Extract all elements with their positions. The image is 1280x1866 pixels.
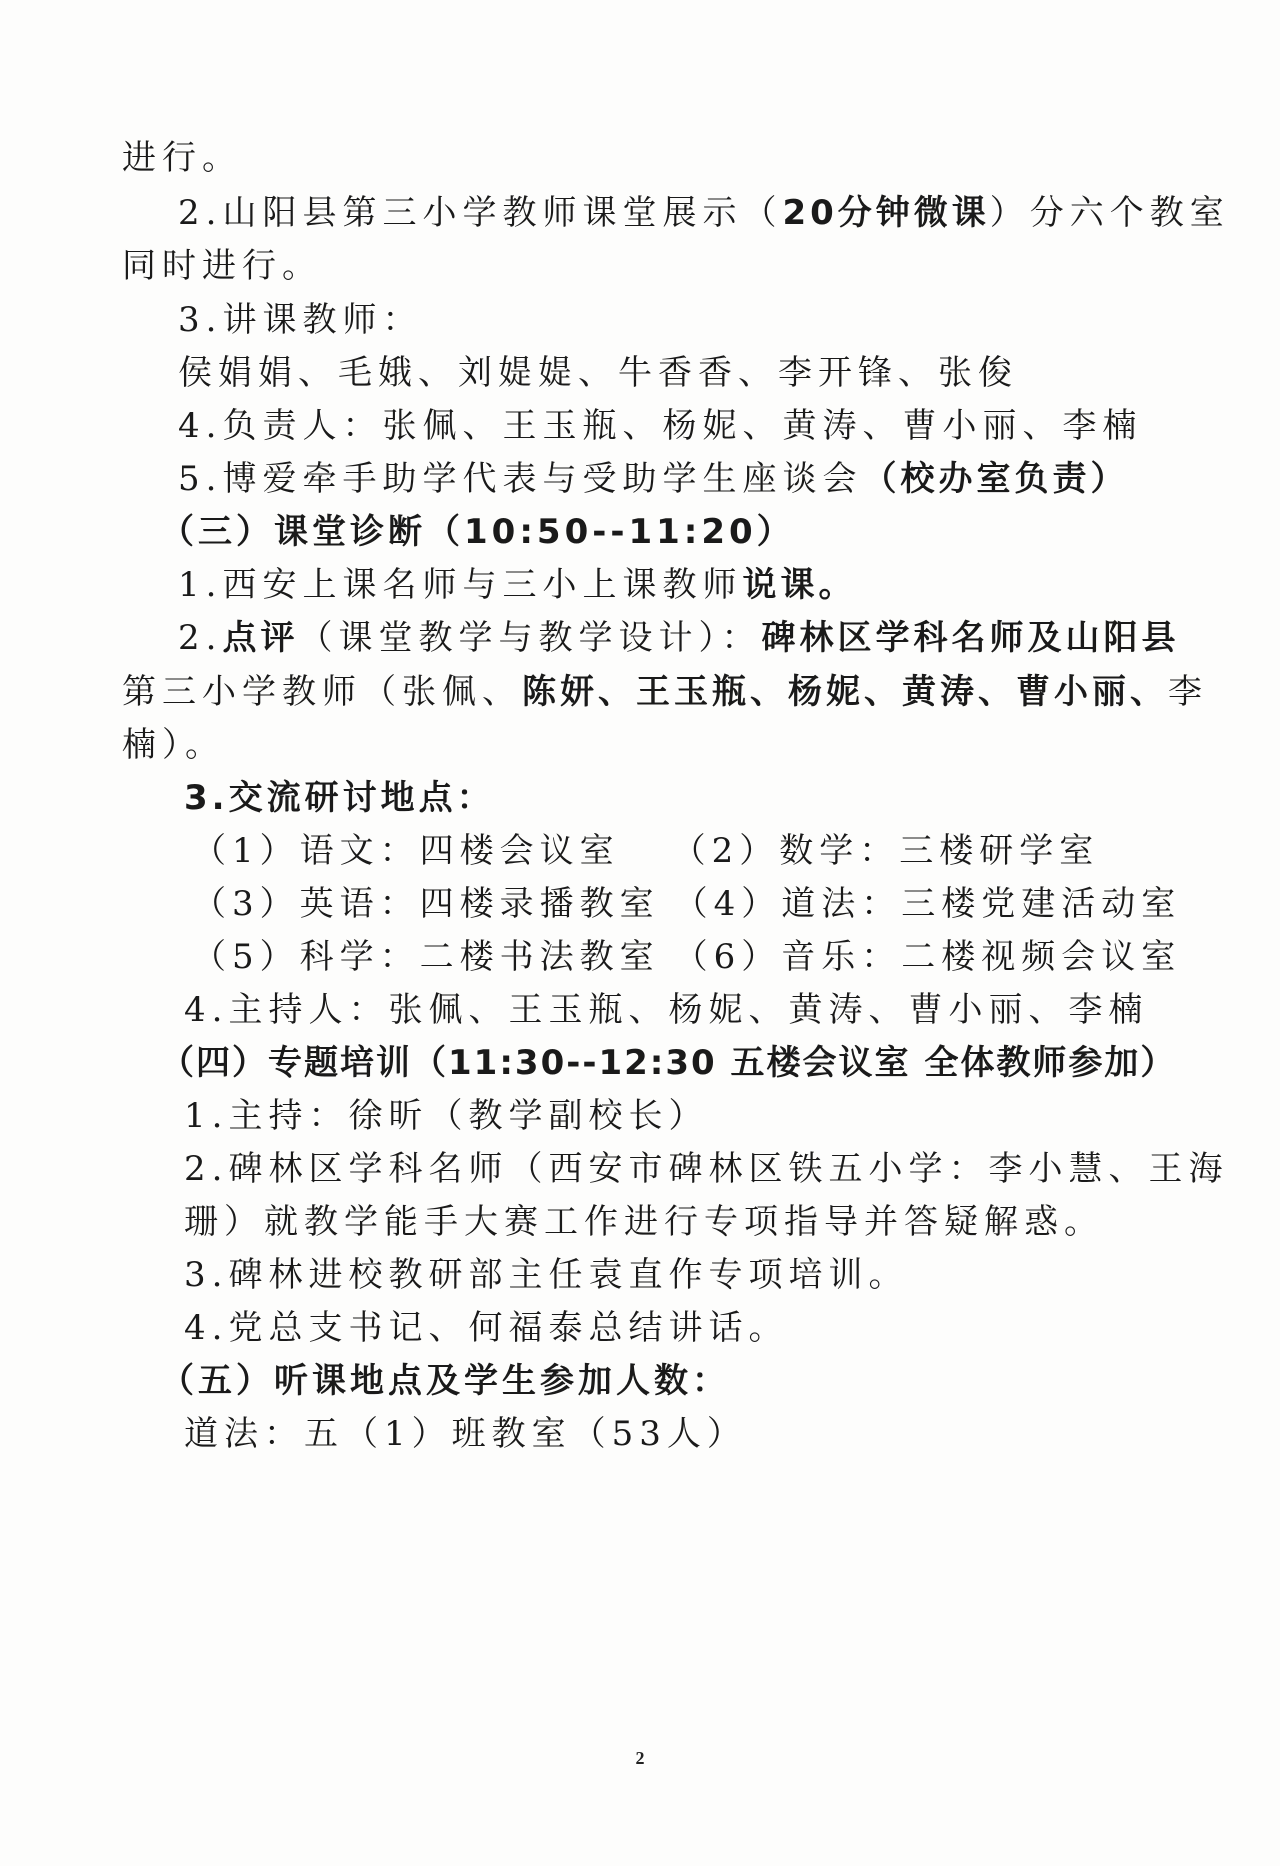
section-heading: （四）专题培训（11:30--12:30 五楼会议室 全体教师参加） bbox=[160, 1043, 1177, 1083]
text-line: 楠）。 bbox=[122, 725, 225, 765]
text-line: 第三小学教师（张佩、陈妍、王玉瓶、杨妮、黄涛、曹小丽、李 bbox=[122, 672, 1208, 712]
text-line: （3）英语：四楼录播教室 （4）道法：三楼党建活动室 bbox=[192, 884, 1182, 924]
section-heading: （五）听课地点及学生参加人数： bbox=[160, 1361, 730, 1401]
bold-text: 20分钟微课 bbox=[782, 193, 990, 233]
bold-text: 碑林区学科名师及山阳县 bbox=[761, 618, 1180, 658]
text-line: 珊）就教学能手大赛工作进行专项指导并答疑解惑。 bbox=[184, 1202, 1104, 1242]
text-line: 3.碑林进校教研部主任袁直作专项培训。 bbox=[184, 1255, 909, 1295]
text-line: 2.山阳县第三小学教师课堂展示（20分钟微课）分六个教室 bbox=[178, 193, 1230, 233]
text-line: 4.负责人：张佩、王玉瓶、杨妮、黄涛、曹小丽、李楠 bbox=[178, 406, 1143, 446]
bold-text: 点评 bbox=[222, 618, 299, 658]
text-line: 4.党总支书记、何福泰总结讲话。 bbox=[184, 1308, 789, 1348]
text-line: 3.讲课教师： bbox=[178, 300, 423, 340]
bold-text: 陈妍、王玉瓶、杨妮、黄涛、曹小丽、 bbox=[522, 672, 1168, 712]
text-line: 1.西安上课名师与三小上课教师说课。 bbox=[178, 565, 857, 605]
text-line: 进行。 bbox=[122, 138, 242, 178]
text-line: （5）科学：二楼书法教室 （6）音乐：二楼视频会议室 bbox=[192, 937, 1182, 977]
text-line: 2.碑林区学科名师（西安市碑林区铁五小学：李小慧、王海 bbox=[184, 1149, 1229, 1189]
text-line: 2.点评（课堂教学与教学设计）：碑林区学科名师及山阳县 bbox=[178, 618, 1180, 658]
text-line: 同时进行。 bbox=[122, 246, 322, 286]
section-heading: （三）课堂诊断（10:50--11:20） bbox=[160, 512, 795, 552]
text-line: 道法：五（1）班教室（53人） bbox=[184, 1414, 747, 1454]
page-number: 2 bbox=[635, 1748, 645, 1768]
text-line: 侯娟娟、毛娥、刘媞媞、牛香香、李开锋、张俊 bbox=[178, 353, 1018, 393]
subheading: 3.交流研讨地点： bbox=[184, 778, 495, 818]
bold-text: （校办室负责） bbox=[862, 459, 1129, 499]
text-line: 1.主持：徐昕（教学副校长） bbox=[184, 1096, 709, 1136]
text-line: 4.主持人：张佩、王玉瓶、杨妮、黄涛、曹小丽、李楠 bbox=[184, 990, 1149, 1030]
text-line: （1）语文：四楼会议室 （2）数学：三楼研学室 bbox=[192, 831, 1100, 871]
bold-text: 说课。 bbox=[742, 565, 857, 605]
text-line: 5.博爱牵手助学代表与受助学生座谈会（校办室负责） bbox=[178, 459, 1129, 499]
